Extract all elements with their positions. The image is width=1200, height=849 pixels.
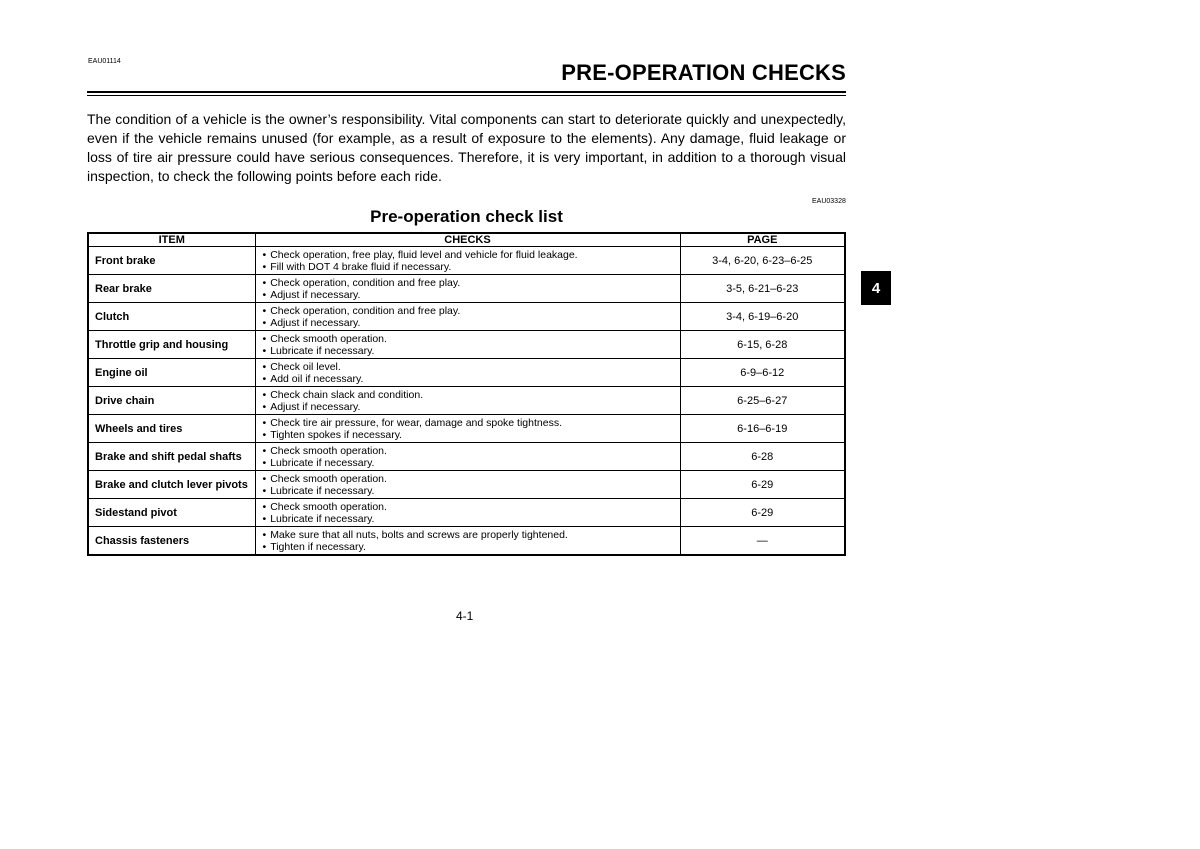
document-code: EAU01114 (88, 58, 121, 65)
check-item: • Check smooth operation. (263, 501, 680, 513)
table-row (88, 443, 845, 471)
page-reference-cell: 6-16–6-19 (680, 415, 845, 443)
checks-cell (255, 527, 680, 556)
check-item: • Tighten if necessary. (263, 541, 680, 553)
intro-paragraph: The condition of a vehicle is the owner’s responsibility. Vital components can start to deteriorate quickly and unexpectedly, even if the vehicle remains unused (for example, as a result of exposure to the elements). Any damage, fluid leakage or loss of tire air pressure could have serious consequences. Therefore, it is very important, in addition to a thorough visual inspection, to check the following points before each ride. (87, 111, 846, 184)
check-item: • Lubricate if necessary. (263, 485, 680, 497)
checks-cell (255, 303, 680, 331)
check-item: • Check tire air pressure, for wear, damage and spoke tightness. (263, 417, 680, 429)
page-reference-cell: 3-5, 6-21–6-23 (680, 275, 845, 303)
item-cell: Brake and clutch lever pivots (88, 471, 255, 499)
page-reference-cell: 6-9–6-12 (680, 359, 845, 387)
table-row (88, 303, 845, 331)
page-reference-cell: 6-28 (680, 443, 845, 471)
page-number: 4-1 (456, 609, 474, 623)
title-rule-thin (87, 95, 846, 96)
check-item: • Lubricate if necessary. (263, 345, 680, 357)
page-reference-cell: 3-4, 6-19–6-20 (680, 303, 845, 331)
table-row (88, 499, 845, 527)
column-header-checks: CHECKS (255, 233, 680, 247)
checks-cell (255, 387, 680, 415)
column-header-item: ITEM (88, 233, 255, 247)
table-row (88, 415, 845, 443)
check-item: • Add oil if necessary. (263, 373, 680, 385)
item-cell: Wheels and tires (88, 415, 255, 443)
item-cell: Clutch (88, 303, 255, 331)
checks-cell (255, 247, 680, 275)
page-reference-cell: 3-4, 6-20, 6-23–6-25 (680, 247, 845, 275)
table-row (88, 387, 845, 415)
title-rule (87, 91, 846, 93)
check-item: • Check oil level. (263, 361, 680, 373)
checks-cell (255, 331, 680, 359)
checks-cell (255, 359, 680, 387)
checklist-code: EAU03328 (812, 198, 846, 205)
item-cell: Drive chain (88, 387, 255, 415)
table-body (88, 247, 845, 556)
checks-cell (255, 499, 680, 527)
item-cell: Chassis fasteners (88, 527, 255, 556)
checklist-table (87, 232, 846, 556)
checklist-title: Pre-operation check list (370, 207, 563, 226)
chapter-tab: 4 (861, 271, 891, 305)
check-item: • Check operation, condition and free play. (263, 305, 680, 317)
item-cell: Sidestand pivot (88, 499, 255, 527)
item-cell: Rear brake (88, 275, 255, 303)
check-item: • Adjust if necessary. (263, 317, 680, 329)
page-reference-cell: 6-29 (680, 499, 845, 527)
page-reference-cell: 6-25–6-27 (680, 387, 845, 415)
item-cell: Brake and shift pedal shafts (88, 443, 255, 471)
check-item: • Check operation, free play, fluid level and vehicle for fluid leakage. (263, 249, 680, 261)
page-reference-cell: 6-15, 6-28 (680, 331, 845, 359)
table-row (88, 359, 845, 387)
page-title: PRE-OPERATION CHECKS (561, 60, 846, 85)
check-item: • Adjust if necessary. (263, 289, 680, 301)
item-cell: Engine oil (88, 359, 255, 387)
check-item: • Check smooth operation. (263, 333, 680, 345)
check-item: • Make sure that all nuts, bolts and screws are properly tightened. (263, 529, 680, 541)
checks-cell (255, 275, 680, 303)
table-row (88, 275, 845, 303)
check-item: • Lubricate if necessary. (263, 457, 680, 469)
table-row (88, 471, 845, 499)
table-row (88, 331, 845, 359)
check-item: • Check smooth operation. (263, 473, 680, 485)
checks-cell (255, 471, 680, 499)
check-item: • Lubricate if necessary. (263, 513, 680, 525)
table-row (88, 527, 845, 556)
item-cell: Throttle grip and housing (88, 331, 255, 359)
check-item: • Fill with DOT 4 brake fluid if necessary. (263, 261, 680, 273)
item-cell: Front brake (88, 247, 255, 275)
table-row (88, 247, 845, 275)
check-item: • Tighten spokes if necessary. (263, 429, 680, 441)
table-header-row (88, 233, 845, 247)
checks-cell (255, 415, 680, 443)
check-item: • Adjust if necessary. (263, 401, 680, 413)
page-reference-cell: — (680, 527, 845, 556)
column-header-page: PAGE (680, 233, 845, 247)
check-item: • Check chain slack and condition. (263, 389, 680, 401)
check-item: • Check smooth operation. (263, 445, 680, 457)
checks-cell (255, 443, 680, 471)
page-reference-cell: 6-29 (680, 471, 845, 499)
check-item: • Check operation, condition and free play. (263, 277, 680, 289)
